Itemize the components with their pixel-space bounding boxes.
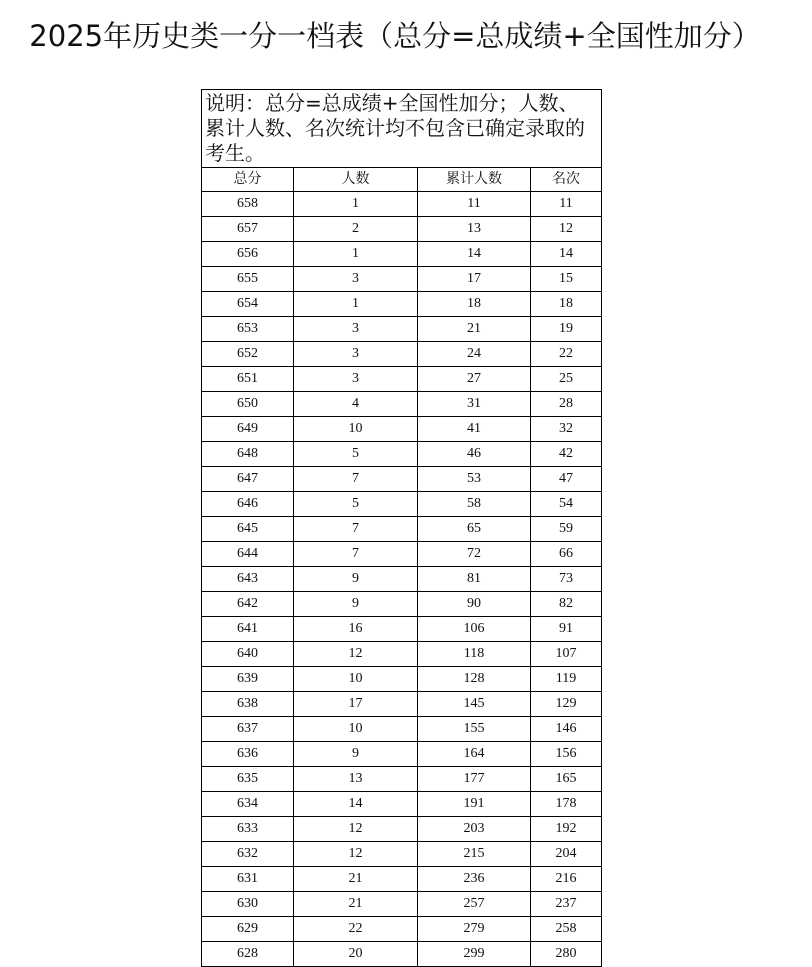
cell-count: 7 <box>294 467 418 492</box>
cell-count: 22 <box>294 917 418 942</box>
cell-count: 10 <box>294 417 418 442</box>
cell-total-score: 628 <box>202 942 294 967</box>
cell-rank: 15 <box>531 267 602 292</box>
cell-cumulative-count: 24 <box>418 342 531 367</box>
cell-count: 14 <box>294 792 418 817</box>
page-title: 2025年历史类一分一档表（总分=总成绩+全国性加分） <box>29 19 761 53</box>
table-row <box>202 692 602 717</box>
cell-total-score: 655 <box>202 267 294 292</box>
table-row <box>202 367 602 392</box>
cell-cumulative-count: 13 <box>418 217 531 242</box>
cell-rank: 237 <box>531 892 602 917</box>
cell-count: 13 <box>294 767 418 792</box>
cell-count: 3 <box>294 367 418 392</box>
cell-count: 21 <box>294 892 418 917</box>
cell-cumulative-count: 11 <box>418 192 531 217</box>
cell-cumulative-count: 106 <box>418 617 531 642</box>
header-total-score: 总分 <box>202 168 294 192</box>
cell-count: 20 <box>294 942 418 967</box>
cell-total-score: 652 <box>202 342 294 367</box>
cell-total-score: 630 <box>202 892 294 917</box>
cell-rank: 119 <box>531 667 602 692</box>
cell-count: 21 <box>294 867 418 892</box>
cell-total-score: 641 <box>202 617 294 642</box>
cell-rank: 165 <box>531 767 602 792</box>
cell-count: 7 <box>294 517 418 542</box>
cell-cumulative-count: 18 <box>418 292 531 317</box>
cell-total-score: 645 <box>202 517 294 542</box>
table-note: 说明：总分=总成绩+全国性加分；人数、累计人数、名次统计均不包含已确定录取的考生。 <box>202 90 602 168</box>
cell-total-score: 648 <box>202 442 294 467</box>
cell-cumulative-count: 257 <box>418 892 531 917</box>
table-row <box>202 267 602 292</box>
cell-rank: 156 <box>531 742 602 767</box>
cell-cumulative-count: 215 <box>418 842 531 867</box>
cell-total-score: 634 <box>202 792 294 817</box>
cell-total-score: 656 <box>202 242 294 267</box>
header-cumulative-count: 累计人数 <box>418 168 531 192</box>
table-row <box>202 192 602 217</box>
table-row <box>202 217 602 242</box>
table-row <box>202 292 602 317</box>
table-row <box>202 442 602 467</box>
cell-rank: 107 <box>531 642 602 667</box>
cell-cumulative-count: 27 <box>418 367 531 392</box>
cell-rank: 129 <box>531 692 602 717</box>
cell-total-score: 644 <box>202 542 294 567</box>
cell-cumulative-count: 31 <box>418 392 531 417</box>
cell-rank: 216 <box>531 867 602 892</box>
cell-cumulative-count: 46 <box>418 442 531 467</box>
cell-cumulative-count: 155 <box>418 717 531 742</box>
cell-rank: 192 <box>531 817 602 842</box>
table-row <box>202 542 602 567</box>
header-count: 人数 <box>294 168 418 192</box>
cell-total-score: 653 <box>202 317 294 342</box>
cell-count: 9 <box>294 592 418 617</box>
cell-total-score: 631 <box>202 867 294 892</box>
table-row <box>202 342 602 367</box>
table-row <box>202 892 602 917</box>
cell-count: 16 <box>294 617 418 642</box>
cell-rank: 258 <box>531 917 602 942</box>
cell-count: 1 <box>294 242 418 267</box>
cell-cumulative-count: 21 <box>418 317 531 342</box>
cell-total-score: 635 <box>202 767 294 792</box>
cell-cumulative-count: 65 <box>418 517 531 542</box>
cell-rank: 32 <box>531 417 602 442</box>
cell-total-score: 636 <box>202 742 294 767</box>
cell-cumulative-count: 90 <box>418 592 531 617</box>
cell-total-score: 658 <box>202 192 294 217</box>
table-row <box>202 842 602 867</box>
cell-total-score: 642 <box>202 592 294 617</box>
cell-rank: 66 <box>531 542 602 567</box>
cell-total-score: 639 <box>202 667 294 692</box>
cell-count: 3 <box>294 342 418 367</box>
table-row <box>202 942 602 967</box>
note-row <box>202 90 602 168</box>
cell-count: 1 <box>294 192 418 217</box>
table-row <box>202 792 602 817</box>
cell-total-score: 654 <box>202 292 294 317</box>
cell-cumulative-count: 177 <box>418 767 531 792</box>
table-row <box>202 242 602 267</box>
table-row <box>202 617 602 642</box>
cell-cumulative-count: 279 <box>418 917 531 942</box>
cell-count: 1 <box>294 292 418 317</box>
cell-rank: 18 <box>531 292 602 317</box>
cell-rank: 22 <box>531 342 602 367</box>
table-row <box>202 867 602 892</box>
cell-total-score: 640 <box>202 642 294 667</box>
cell-rank: 14 <box>531 242 602 267</box>
table-row <box>202 767 602 792</box>
table-row <box>202 917 602 942</box>
cell-rank: 11 <box>531 192 602 217</box>
cell-cumulative-count: 41 <box>418 417 531 442</box>
cell-count: 3 <box>294 317 418 342</box>
cell-count: 7 <box>294 542 418 567</box>
cell-rank: 178 <box>531 792 602 817</box>
cell-cumulative-count: 128 <box>418 667 531 692</box>
cell-cumulative-count: 164 <box>418 742 531 767</box>
cell-cumulative-count: 145 <box>418 692 531 717</box>
table-row <box>202 517 602 542</box>
cell-count: 5 <box>294 492 418 517</box>
cell-rank: 146 <box>531 717 602 742</box>
table-row <box>202 392 602 417</box>
cell-total-score: 643 <box>202 567 294 592</box>
cell-count: 9 <box>294 567 418 592</box>
cell-cumulative-count: 236 <box>418 867 531 892</box>
cell-rank: 12 <box>531 217 602 242</box>
table-row <box>202 567 602 592</box>
cell-total-score: 646 <box>202 492 294 517</box>
cell-rank: 204 <box>531 842 602 867</box>
cell-rank: 280 <box>531 942 602 967</box>
cell-total-score: 637 <box>202 717 294 742</box>
cell-total-score: 657 <box>202 217 294 242</box>
cell-cumulative-count: 191 <box>418 792 531 817</box>
cell-rank: 91 <box>531 617 602 642</box>
cell-rank: 28 <box>531 392 602 417</box>
cell-rank: 59 <box>531 517 602 542</box>
cell-rank: 82 <box>531 592 602 617</box>
cell-total-score: 650 <box>202 392 294 417</box>
table-row <box>202 417 602 442</box>
header-rank: 名次 <box>531 168 602 192</box>
cell-rank: 19 <box>531 317 602 342</box>
cell-count: 2 <box>294 217 418 242</box>
table-row <box>202 667 602 692</box>
cell-rank: 54 <box>531 492 602 517</box>
table-row <box>202 742 602 767</box>
cell-count: 17 <box>294 692 418 717</box>
table-row <box>202 817 602 842</box>
cell-count: 12 <box>294 817 418 842</box>
cell-total-score: 638 <box>202 692 294 717</box>
cell-total-score: 633 <box>202 817 294 842</box>
cell-count: 5 <box>294 442 418 467</box>
cell-count: 3 <box>294 267 418 292</box>
table-row <box>202 642 602 667</box>
cell-cumulative-count: 17 <box>418 267 531 292</box>
score-table <box>201 89 602 967</box>
table-row <box>202 467 602 492</box>
cell-cumulative-count: 299 <box>418 942 531 967</box>
cell-count: 12 <box>294 842 418 867</box>
cell-total-score: 629 <box>202 917 294 942</box>
cell-rank: 25 <box>531 367 602 392</box>
header-row <box>202 168 602 192</box>
cell-count: 10 <box>294 717 418 742</box>
cell-cumulative-count: 203 <box>418 817 531 842</box>
cell-total-score: 647 <box>202 467 294 492</box>
cell-count: 9 <box>294 742 418 767</box>
table-row <box>202 317 602 342</box>
cell-rank: 47 <box>531 467 602 492</box>
cell-rank: 42 <box>531 442 602 467</box>
cell-cumulative-count: 72 <box>418 542 531 567</box>
cell-cumulative-count: 118 <box>418 642 531 667</box>
cell-count: 10 <box>294 667 418 692</box>
cell-total-score: 632 <box>202 842 294 867</box>
cell-cumulative-count: 81 <box>418 567 531 592</box>
cell-cumulative-count: 53 <box>418 467 531 492</box>
cell-total-score: 649 <box>202 417 294 442</box>
cell-cumulative-count: 58 <box>418 492 531 517</box>
cell-count: 12 <box>294 642 418 667</box>
cell-rank: 73 <box>531 567 602 592</box>
cell-count: 4 <box>294 392 418 417</box>
table-row <box>202 492 602 517</box>
cell-total-score: 651 <box>202 367 294 392</box>
cell-cumulative-count: 14 <box>418 242 531 267</box>
table-row <box>202 592 602 617</box>
table-row <box>202 717 602 742</box>
